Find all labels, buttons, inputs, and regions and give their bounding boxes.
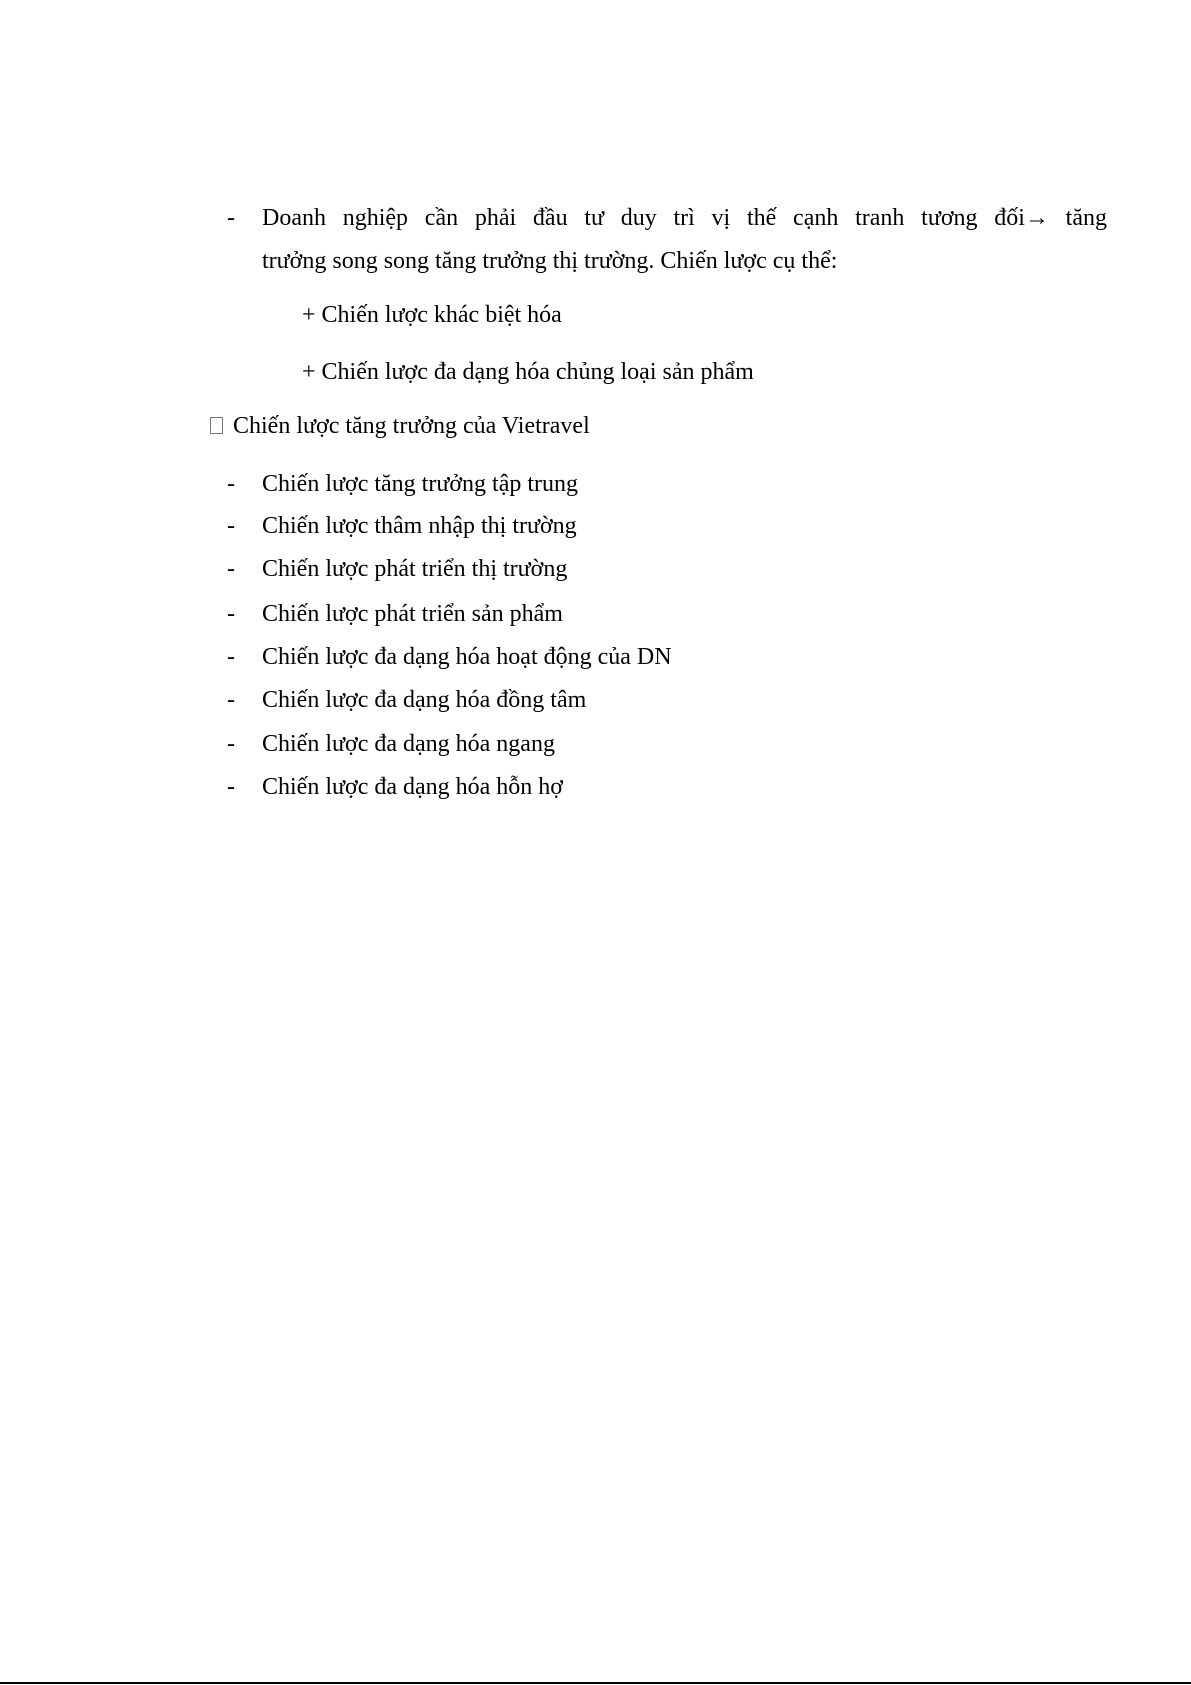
paragraph-line-1: Doanh nghiệp cần phải đầu tư duy trì vị thế cạnh tranh tương đối→ tăng (262, 205, 1107, 231)
list-item: Chiến lược đa dạng hóa ngang (262, 731, 555, 757)
page-bottom-edge (0, 1682, 1191, 1684)
section-heading-text: Chiến lược tăng trưởng của Vietravel (233, 413, 590, 439)
list-item: Chiến lược phát triển sản phẩm (262, 601, 563, 627)
sub-item: + Chiến lược khác biệt hóa (302, 302, 562, 328)
missing-glyph-box-icon (210, 417, 223, 434)
bullet-dash: - (227, 774, 235, 800)
list-item: Chiến lược phát triển thị trường (262, 556, 568, 582)
list-item: Chiến lược đa dạng hóa hoạt động của DN (262, 644, 672, 670)
bullet-dash: - (227, 471, 235, 497)
list-item: Chiến lược đa dạng hóa hỗn hợ (262, 774, 563, 800)
bullet-dash: - (227, 731, 235, 757)
list-item: Chiến lược tăng trưởng tập trung (262, 471, 579, 497)
bullet-dash: - (227, 601, 235, 627)
bullet-dash: - (227, 513, 235, 539)
list-item: Chiến lược thâm nhập thị trường (262, 513, 577, 539)
bullet-dash: - (227, 644, 235, 670)
sub-item: + Chiến lược đa dạng hóa chủng loại sản phẩm (302, 359, 754, 385)
section-heading (210, 410, 590, 442)
paragraph-line-2: trưởng song song tăng trưởng thị trường. Chiến lược cụ thể: (262, 248, 838, 274)
list-item: Chiến lược đa dạng hóa đồng tâm (262, 687, 587, 713)
bullet-dash: - (227, 205, 235, 231)
bullet-dash: - (227, 556, 235, 582)
bullet-dash: - (227, 687, 235, 713)
